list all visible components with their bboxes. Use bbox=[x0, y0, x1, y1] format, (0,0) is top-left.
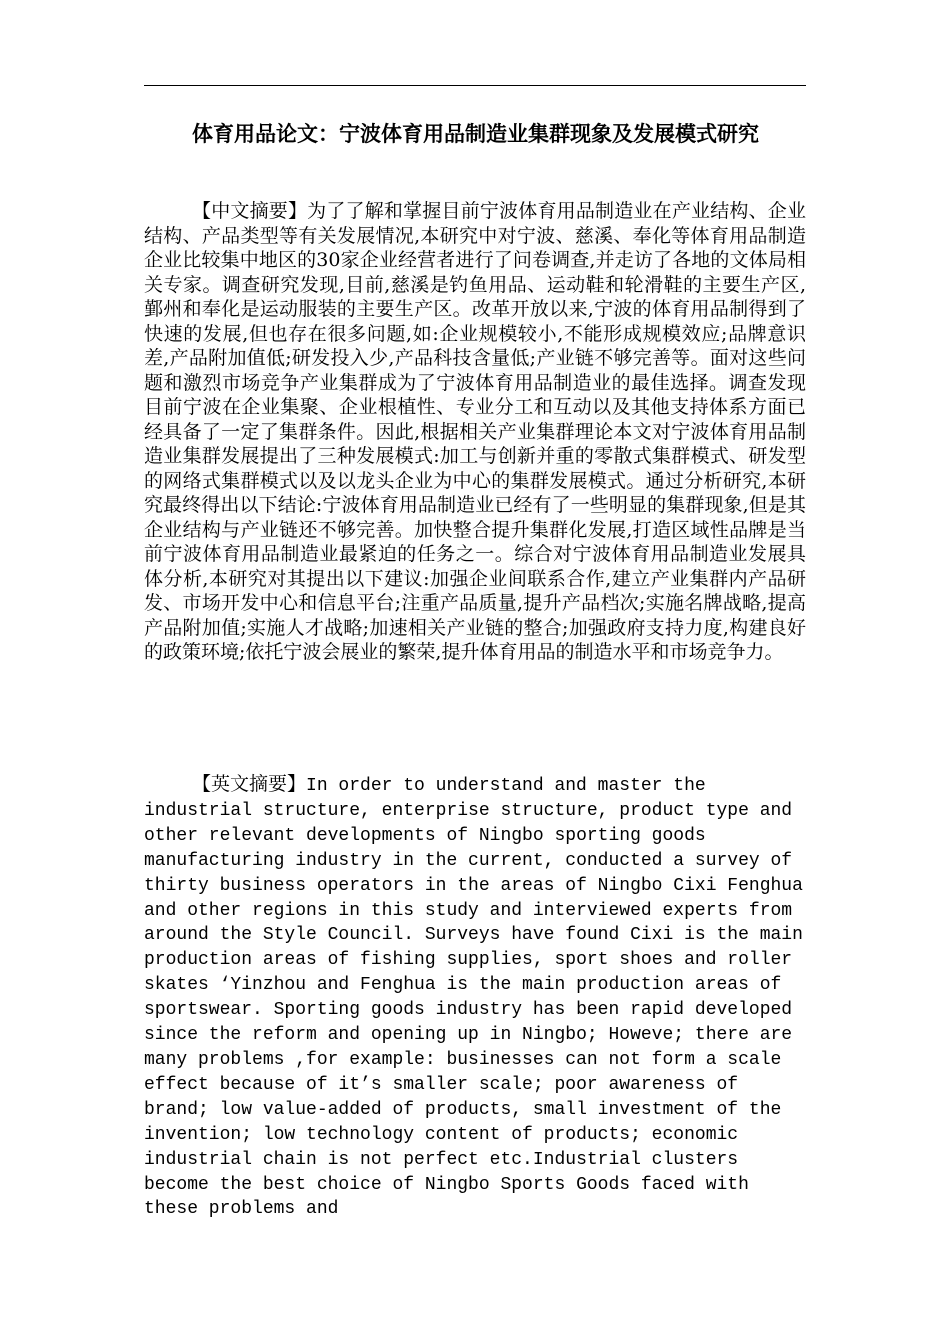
english-abstract-label: 【英文摘要】 bbox=[192, 773, 307, 795]
chinese-abstract-text: 为了了解和掌握目前宁波体育用品制造业在产业结构、企业结构、产品类型等有关发展情况,本研究中对宁波、慈溪、奉化等体育用品制造企业比较集中地区的30家企业经营者进行了问卷调查,并走访了各地的文体局相关专家。调查研究发现,目前,慈溪是钓鱼用品、运动鞋和轮滑鞋的主要生产区,鄞州和奉化是运动服装的主要生产区。改革开放以来,宁波的体育用品制得到了快速的发展,但也存在很多问题,如:企业规模较小,不能形成规模效应;品牌意识差,产品附加值低;研发投入少,产品科技含量低;产业链不够完善等。面对这些问题和激烈市场竞争产业集群成为了宁波体育用品制造业的最佳选择。调查发现目前宁波在企业集聚、企业根植性、专业分工和互动以及其他支持体系方面已经具备了一定了集群条件。因此,根据相关产业集群理论本文对宁波体育用品制造业集群发展提出了三种发展模式:加工与创新并重的零散式集群模式、研发型的网络式集群模式以及以龙头企业为中心的集群发展模式。通过分析研究,本研究最终得出以下结论:宁波体育用品制造业已经有了一些明显的集群现象,但是其企业结构与产业链还不够完善。加快整合提升集群化发展,打造区域性品牌是当前宁波体育用品制造业最紧迫的任务之一。综合对宁波体育用品制造业发展具体分析,本研究对其提出以下建议:加强企业间联系合作,建立产业集群内产品研发、市场开发中心和信息平台;注重产品质量,提升产品档次;实施名牌战略,提高产品附加值;实施人才战略;加速相关产业链的整合;加强政府支持力度,构建良好的政策环境;依托宁波会展业的繁荣,提升体育用品的制造水平和市场竞争力。 bbox=[144, 200, 806, 663]
chinese-abstract bbox=[144, 199, 806, 665]
english-abstract bbox=[144, 772, 806, 1222]
chinese-abstract-label: 【中文摘要】 bbox=[192, 200, 308, 222]
english-abstract-text: In order to understand and master the industrial structure, enterprise structure, product type and other relevant developments of Ningbo sporting goods manufacturing industry in the current, conducted a survey of thirty business operators in the areas of Ningbo Cixi Fenghua and other regions in this study and interviewed experts from around the Style Council. Surveys have found Cixi is the main production areas of fishing supplies, sport shoes and roller skates ‘Yinzhou and Fenghua is the main production areas of sportswear. Sporting goods industry has been rapid developed since the reform and opening up in Ningbo; Howeve; there are many problems ,for example: businesses can not form a scale effect because of it’s smaller scale; poor awareness of brand; low value-added of products, small investment of the invention; low technology content of products; economic industrial chain is not perfect etc.Industrial clusters become the best choice of Ningbo Sports Goods faced with these problems and bbox=[144, 776, 803, 1220]
document-title: 体育用品论文：宁波体育用品制造业集群现象及发展模式研究 bbox=[192, 121, 759, 146]
header-rule bbox=[144, 85, 806, 86]
